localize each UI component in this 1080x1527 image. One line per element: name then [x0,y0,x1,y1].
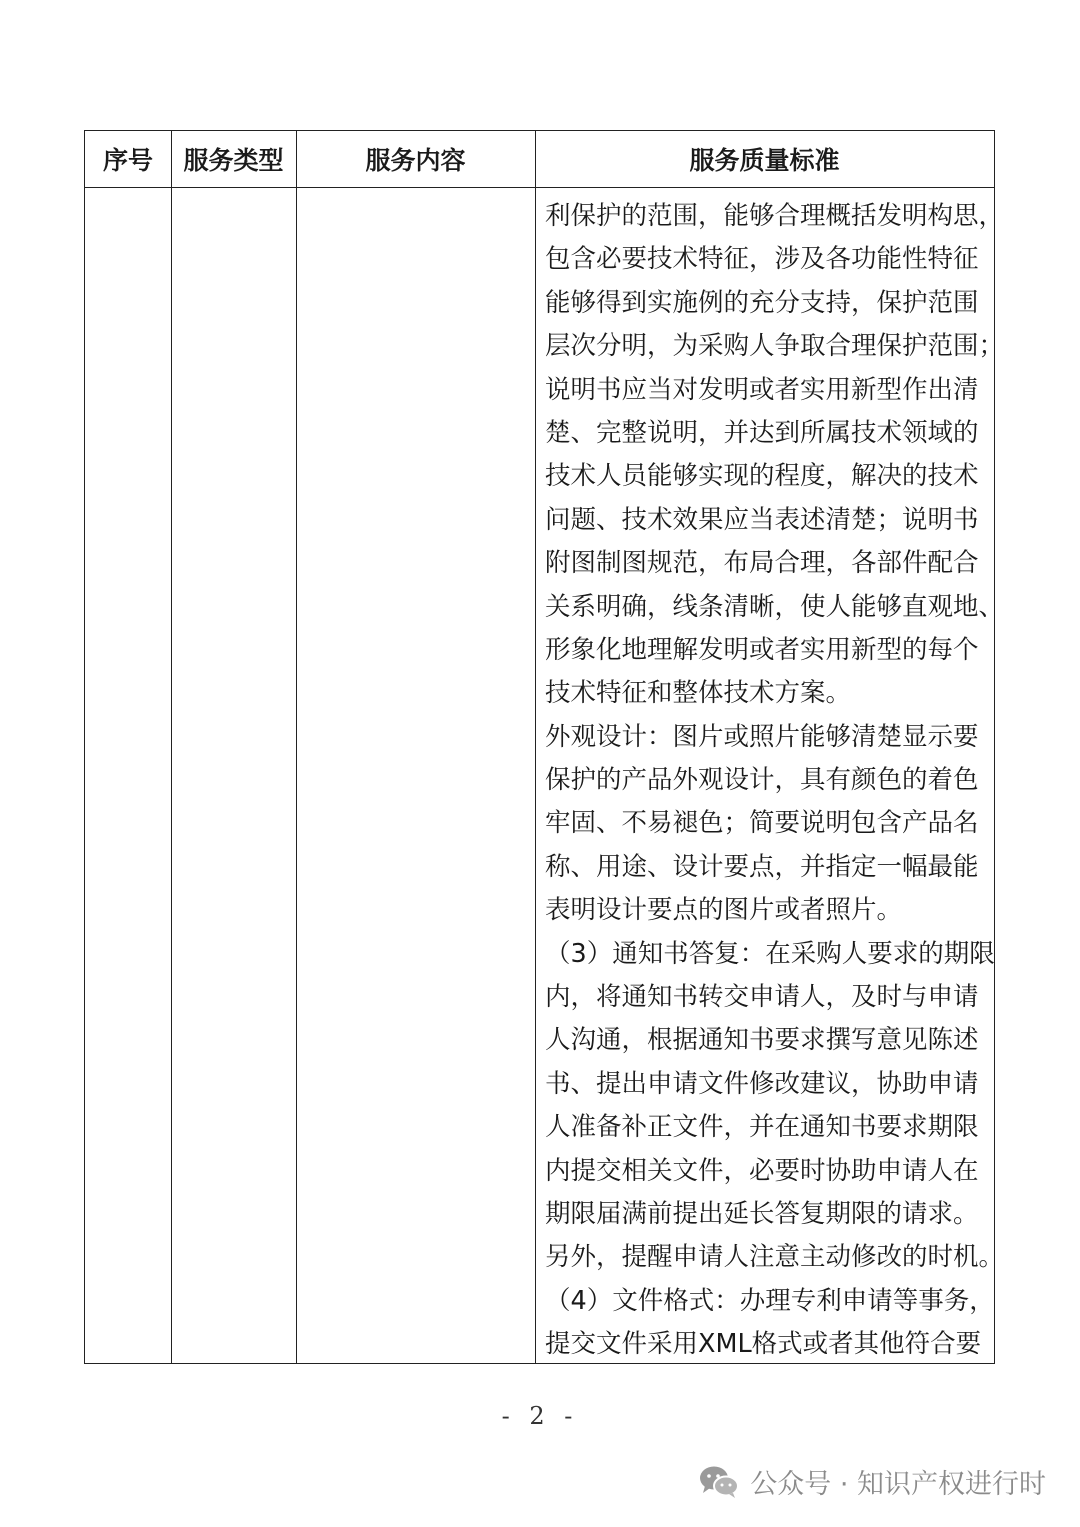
standard-line: 形象化地理解发明或者实用新型的每个 [545,634,979,665]
standard-line: 技术特征和整体技术方案。 [545,678,852,709]
standard-line: 人沟通，根据通知书要求撰写意见陈述 [545,1025,979,1056]
standard-line: 期限届满前提出延长答复期限的请求。 [545,1198,979,1229]
service-standards-table [84,130,1005,1364]
standard-line: 技术人员能够实现的程度，解决的技术 [545,461,979,492]
standard-line: 说明书应当对发明或者实用新型作出清 [545,374,979,405]
header-quality-standard: 服务质量标准 [689,146,840,175]
standard-line: （3）通知书答复：在采购人要求的期限 [545,938,995,969]
standard-line: 利保护的范围，能够合理概括发明构思， [545,201,1005,231]
standard-line: 外观设计：图片或照片能够清楚显示要 [545,721,979,752]
standard-line: 书、提出申请文件修改建议，协助申请 [545,1068,979,1099]
standard-line: 包含必要技术特征，涉及各功能性特征 [545,244,979,275]
standard-line: 关系明确，线条清晰，使人能够直观地、 [545,591,1005,622]
standard-line: 牢固、不易褪色；简要说明包含产品名 [545,808,979,839]
standard-line: 称、用途、设计要点，并指定一幅最能 [545,851,979,882]
header-service-type: 服务类型 [183,146,284,175]
standard-line: 表明设计要点的图片或者照片。 [545,895,903,926]
standard-line: 内，将通知书转交申请人，及时与申请 [545,982,979,1013]
column-divider [171,131,172,1363]
standard-line: 内提交相关文件，必要时协助申请人在 [545,1155,979,1186]
header-service-content: 服务内容 [365,146,466,175]
wechat-icon [698,1464,740,1500]
standard-line: 附图制图规范，布局合理，各部件配合 [545,548,979,579]
header-divider [85,187,994,188]
standard-line: 层次分明，为采购人争取合理保护范围； [545,331,1005,362]
standard-line: 问题、技术效果应当表述清楚；说明书 [545,504,979,535]
standard-line: 能够得到实施例的充分支持，保护范围 [545,287,979,318]
standard-line: 人准备补正文件，并在通知书要求期限 [545,1112,979,1143]
column-divider [535,131,536,1363]
header-index: 序号 [102,146,153,175]
page-number: - 2 - [501,1402,579,1430]
standard-line: 保护的产品外观设计，具有颜色的着色 [545,765,979,796]
standard-line: （4）文件格式：办理专利申请等事务， [545,1285,995,1316]
standard-line: 楚、完整说明，并达到所属技术领域的 [545,417,979,448]
standard-line: 提交文件采用XML格式或者其他符合要 [545,1329,982,1360]
quality-standard-cell [545,195,1005,1367]
watermark [698,1462,1046,1501]
standard-line: 另外，提醒申请人注意主动修改的时机。 [545,1242,1005,1273]
column-divider [296,131,297,1363]
watermark-text: 公众号 · 知识产权进行时 [750,1469,1046,1500]
